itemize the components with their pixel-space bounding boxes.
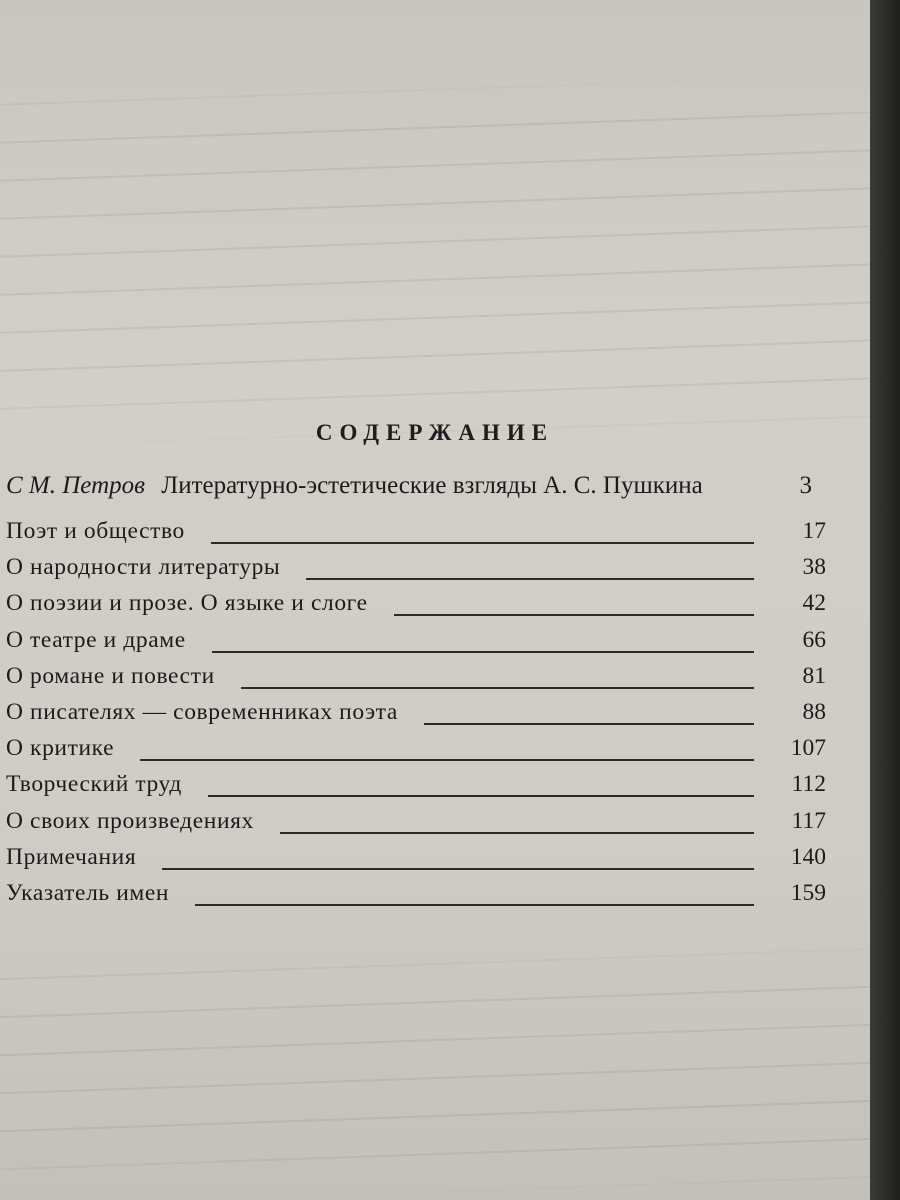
toc-entry-page: 88 (802, 698, 826, 725)
toc-entry-title: Поэт и общество (6, 518, 185, 544)
table-of-contents (6, 518, 826, 916)
leader-line (394, 614, 754, 616)
toc-entry-page: 17 (802, 518, 826, 544)
leader-line (211, 542, 754, 544)
toc-entry-title: Примечания (6, 843, 137, 870)
toc-entry-title: Творческий труд (6, 771, 182, 798)
toc-entry-page: 112 (791, 771, 826, 798)
toc-entry-title: О поэзии и прозе. О языке и слоге (6, 590, 368, 617)
intro-entry (6, 472, 826, 500)
leader-line (306, 578, 754, 580)
toc-entry (6, 771, 826, 807)
toc-entry (6, 518, 826, 554)
book-binding-edge (870, 0, 900, 1200)
leader-line (195, 904, 754, 906)
toc-entry (6, 880, 826, 916)
toc-entry-page: 66 (802, 626, 826, 653)
toc-entry-page: 159 (790, 879, 826, 906)
toc-entry-page: 107 (790, 735, 826, 762)
leader-line (280, 832, 754, 834)
toc-entry (6, 844, 826, 880)
toc-entry (6, 590, 826, 626)
leader-line (212, 651, 754, 653)
toc-entry (6, 808, 826, 844)
toc-entry (6, 554, 826, 590)
leader-line (162, 868, 754, 870)
toc-entry-title: О театре и драме (6, 626, 186, 653)
toc-entry-title: О народности литературы (6, 554, 281, 581)
toc-entry-page: 38 (802, 554, 826, 581)
toc-entry (6, 663, 826, 699)
toc-entry-page: 140 (790, 843, 826, 870)
toc-entry-page: 42 (802, 590, 826, 617)
toc-entry-title: О своих произведениях (6, 807, 254, 834)
toc-entry-title: О романе и повести (6, 662, 215, 689)
leader-line (241, 687, 754, 689)
toc-entry (6, 735, 826, 771)
toc-entry-page: 117 (791, 807, 826, 834)
leader-line (140, 759, 754, 761)
contents-heading: СОДЕРЖАНИЕ (315, 420, 555, 445)
toc-entry (6, 627, 826, 663)
toc-entry-page: 81 (802, 662, 826, 689)
leader-line (208, 795, 754, 797)
intro-author: С М. Петров (6, 472, 145, 499)
toc-entry (6, 699, 826, 735)
toc-entry-title: Указатель имен (6, 879, 170, 906)
intro-page-number: 3 (799, 472, 812, 499)
intro-title: Литературно-эстетические взгляды А. С. Пушкина (161, 472, 703, 499)
toc-entry-title: О писателях — современниках поэта (6, 698, 398, 725)
toc-entry-title: О критике (6, 735, 115, 762)
leader-line (424, 723, 754, 725)
